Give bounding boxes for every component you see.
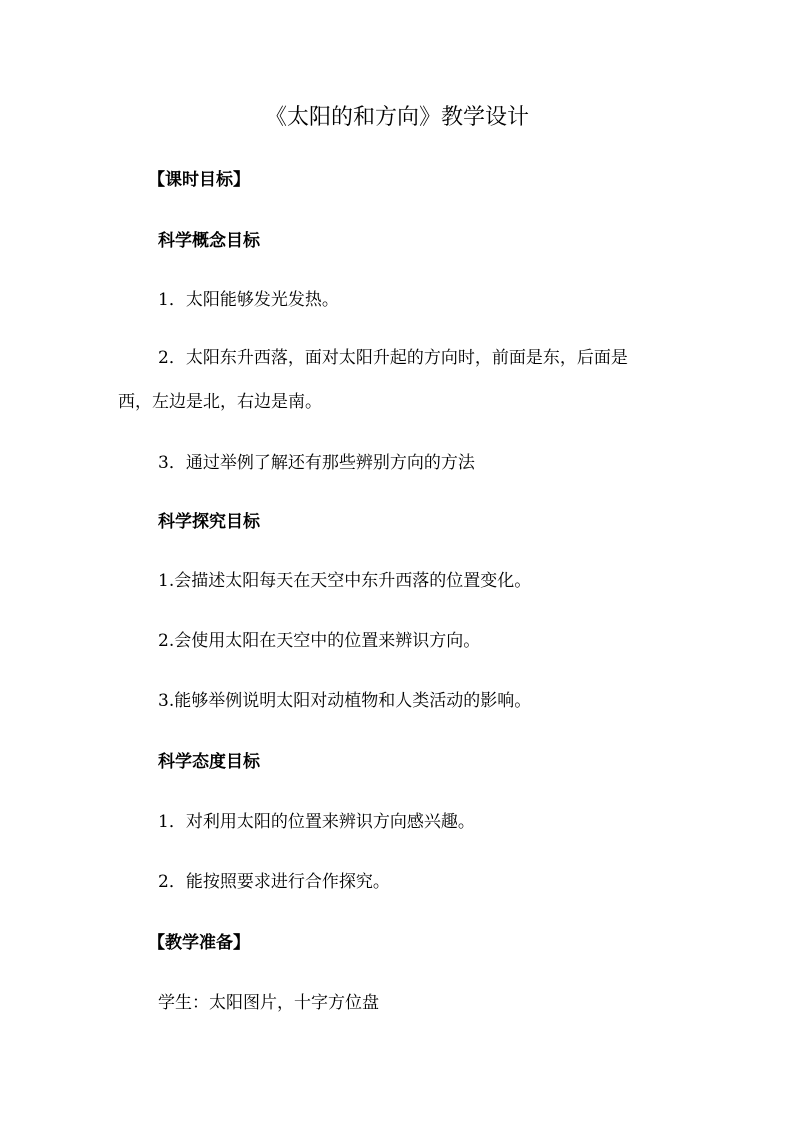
- objectives-heading: 【课时目标】: [148, 170, 250, 190]
- preparation-item-1: 学生：太阳图片，十字方位盘: [158, 993, 379, 1013]
- preparation-heading: 【教学准备】: [148, 933, 250, 953]
- attitude-item-2: 2．能按照要求进行合作探究。: [158, 872, 390, 892]
- concept-item-2-continued: 西，左边是北，右边是南。: [118, 392, 322, 412]
- concept-item-2: 2．太阳东升西落，面对太阳升起的方向时，前面是东，后面是: [158, 348, 628, 368]
- concept-item-1: 1．太阳能够发光发热。: [158, 290, 339, 310]
- inquiry-item-3: 3.能够举例说明太阳对动植物和人类活动的影响。: [158, 691, 532, 711]
- inquiry-item-2: 2.会使用太阳在天空中的位置来辨识方向。: [158, 631, 481, 651]
- document-title: 《太阳的和方向》教学设计: [264, 105, 529, 130]
- inquiry-item-1: 1.会描述太阳每天在天空中东升西落的位置变化。: [158, 571, 532, 591]
- attitude-heading: 科学态度目标: [158, 752, 260, 772]
- concept-item-3: 3．通过举例了解还有那些辨别方向的方法: [158, 453, 475, 473]
- inquiry-heading: 科学探究目标: [158, 512, 260, 532]
- attitude-item-1: 1．对利用太阳的位置来辨识方向感兴趣。: [158, 812, 475, 832]
- concept-heading: 科学概念目标: [158, 231, 260, 251]
